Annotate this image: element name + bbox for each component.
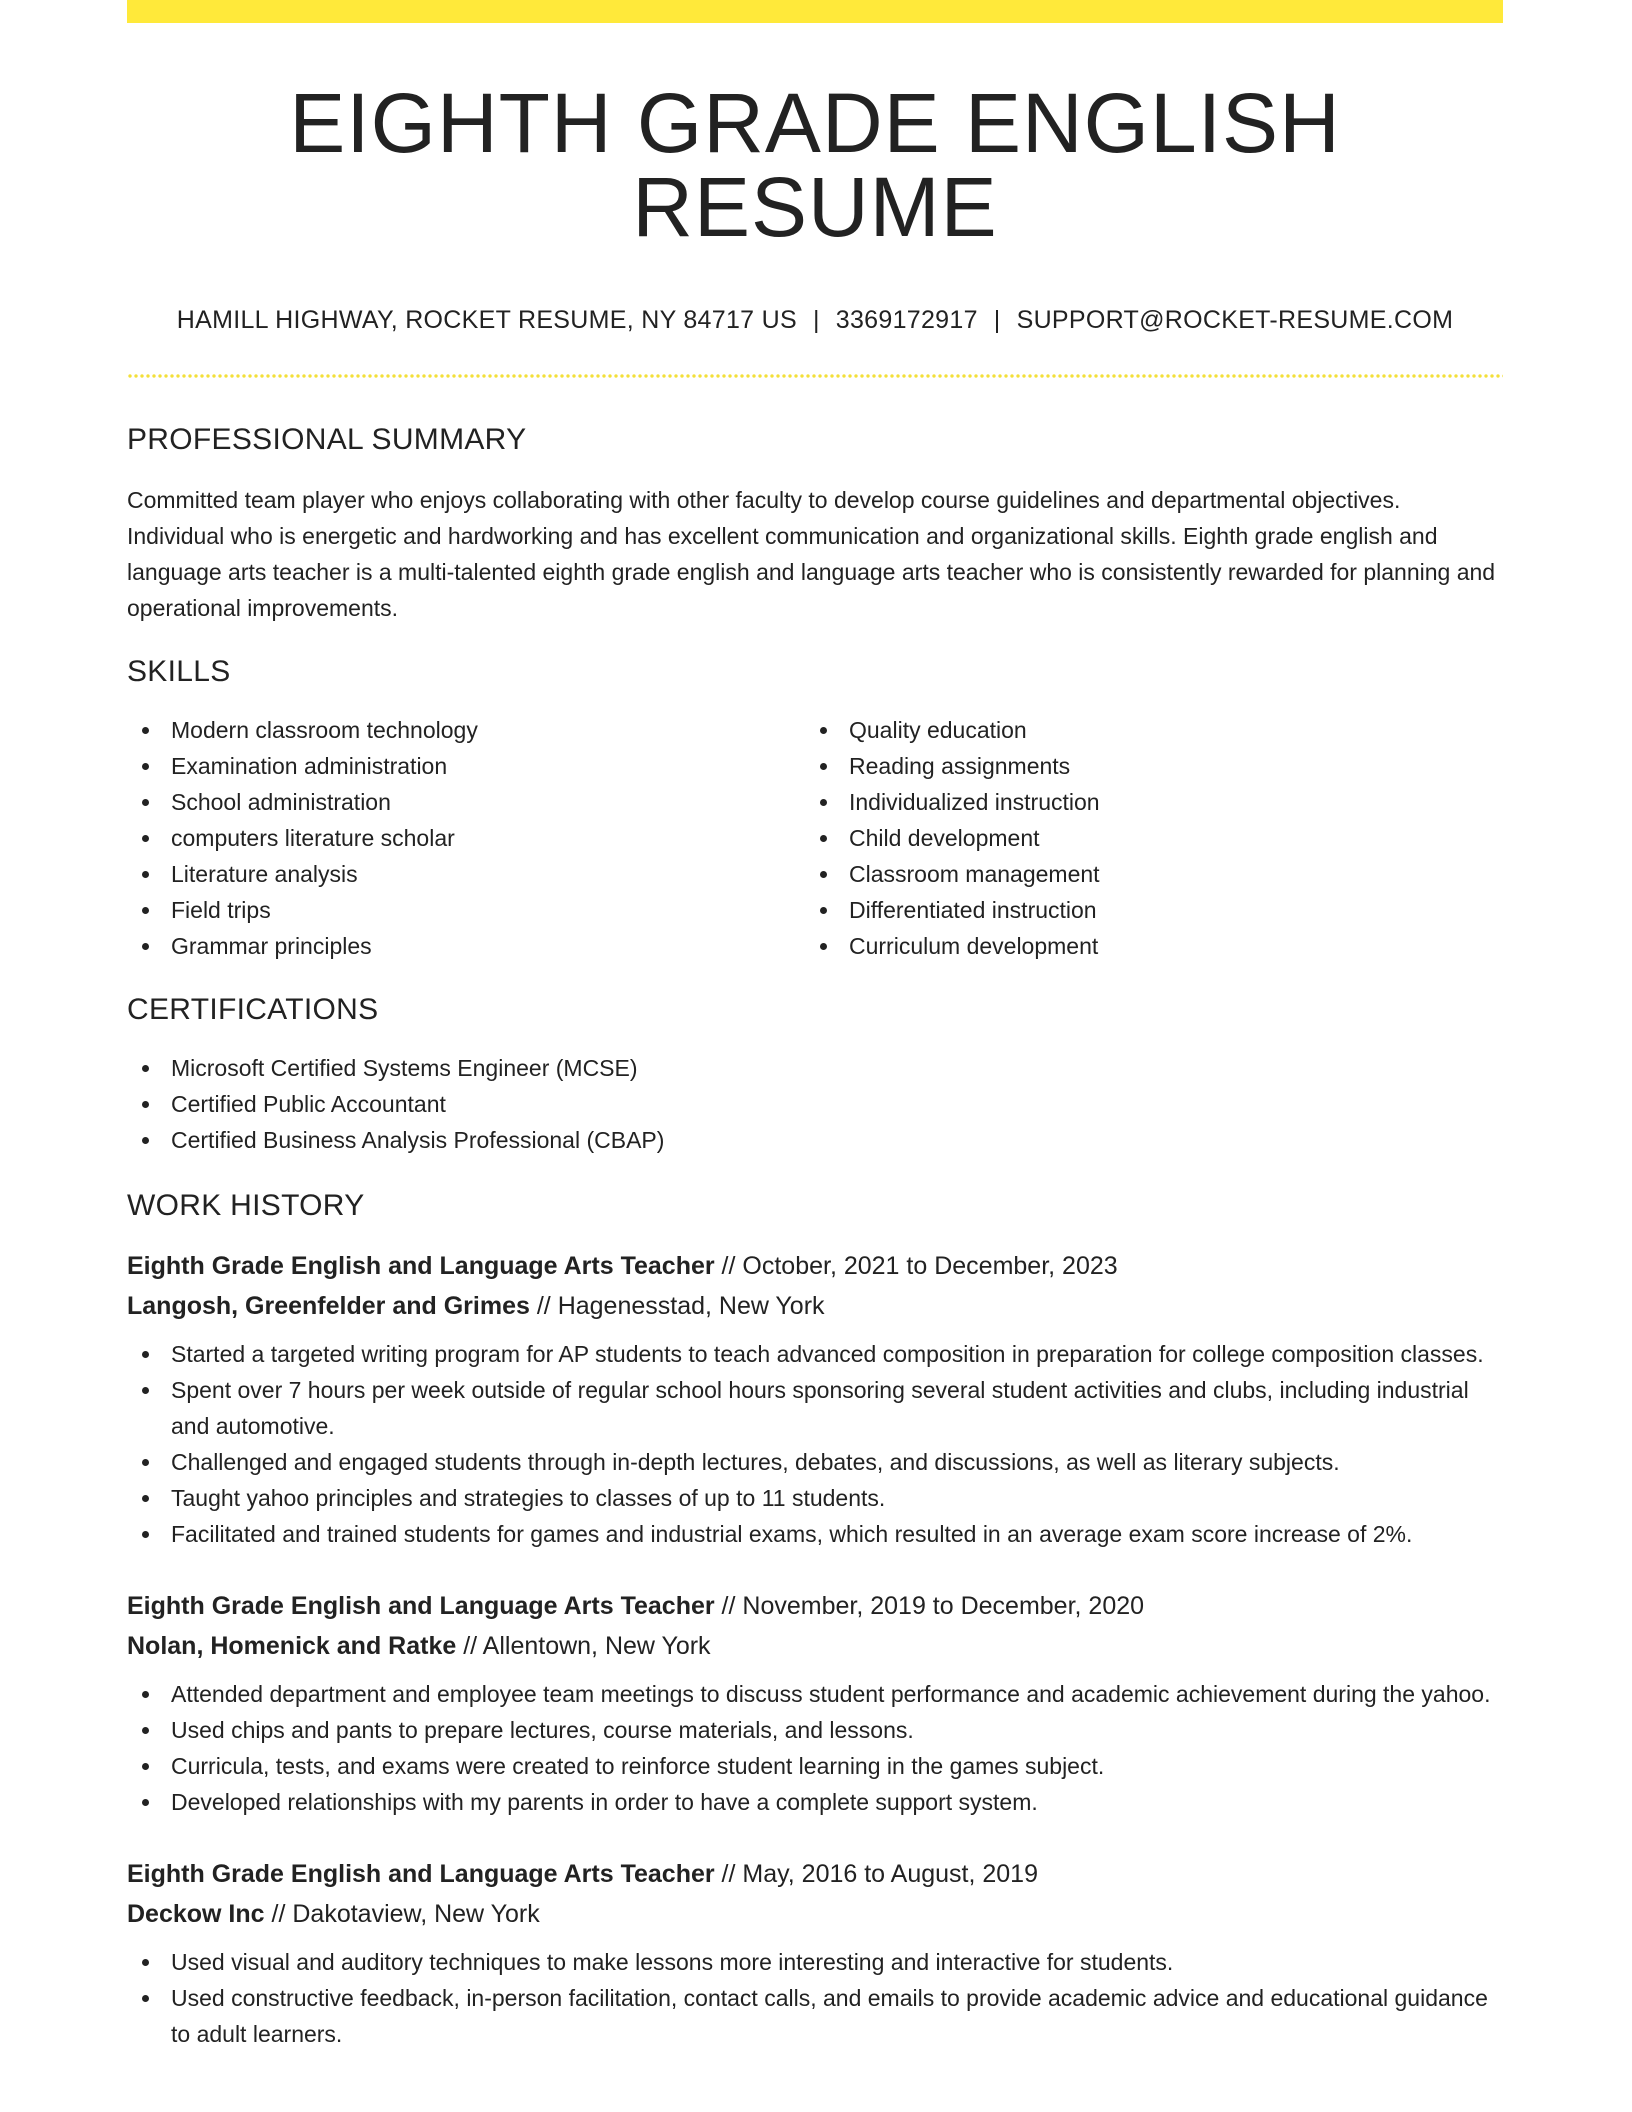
job-separator: // bbox=[456, 1632, 483, 1660]
certifications-list bbox=[127, 1050, 1503, 1158]
job-bullet: Facilitated and trained students for games and industrial exams, which resulted in an average exam score increase of 2%. bbox=[127, 1516, 1503, 1552]
skills-heading: SKILLS bbox=[127, 655, 231, 688]
job-company-line bbox=[127, 1286, 1503, 1326]
job-bullet: Started a targeted writing program for AP students to teach advanced composition in preparation for college composition classes. bbox=[127, 1336, 1503, 1372]
contact-line bbox=[127, 306, 1503, 335]
job-title: Eighth Grade English and Language Arts Teacher bbox=[127, 1252, 715, 1280]
summary-heading: PROFESSIONAL SUMMARY bbox=[127, 423, 527, 456]
skill-item: Quality education bbox=[805, 712, 1483, 748]
dotted-divider bbox=[127, 374, 1503, 378]
job-bullet: Used visual and auditory techniques to make lessons more interesting and interactive for students. bbox=[127, 1944, 1503, 1980]
job-bullets bbox=[127, 1944, 1503, 2052]
job-company: Nolan, Homenick and Ratke bbox=[127, 1632, 457, 1660]
certifications-section bbox=[127, 992, 1503, 1158]
certification-item: Certified Public Accountant bbox=[127, 1086, 1503, 1122]
skill-item: Examination administration bbox=[127, 748, 805, 784]
job-separator: // bbox=[714, 1252, 743, 1280]
skill-item: Differentiated instruction bbox=[805, 892, 1483, 928]
job-bullet: Used chips and pants to prepare lectures, course materials, and lessons. bbox=[127, 1712, 1503, 1748]
work-history-section bbox=[127, 1188, 1503, 2052]
job-bullet: Challenged and engaged students through in-depth lectures, debates, and discussions, as well as literary subjects. bbox=[127, 1444, 1503, 1480]
skill-item: Individualized instruction bbox=[805, 784, 1483, 820]
skill-item: computers literature scholar bbox=[127, 820, 805, 856]
resume-page bbox=[127, 0, 1503, 2052]
contact-separator: | bbox=[993, 306, 1001, 334]
job-bullet: Attended department and employee team meetings to discuss student performance and academic achievement during the yahoo. bbox=[127, 1676, 1503, 1712]
job-bullet: Curricula, tests, and exams were created to reinforce student learning in the games subject. bbox=[127, 1748, 1503, 1784]
skills-columns bbox=[127, 712, 1503, 964]
summary-text: Committed team player who enjoys collaborating with other faculty to develop course guidelines and departmental objectives. Individual who is energetic and hardworking and has excellent communication and organizational skills. Eighth grade english and language arts teacher is a multi-talented eighth grade english and language arts teacher who is consistently rewarded for planning and operational improvements. bbox=[127, 487, 1496, 621]
job-location: Dakotaview, New York bbox=[292, 1900, 540, 1928]
contact-phone: 3369172917 bbox=[835, 306, 978, 334]
job-separator: // bbox=[714, 1592, 743, 1620]
job-title-line bbox=[127, 1586, 1503, 1626]
contact-email: SUPPORT@ROCKET-RESUME.COM bbox=[1016, 306, 1454, 334]
job-entry bbox=[127, 1854, 1503, 2052]
job-bullet: Spent over 7 hours per week outside of regular school hours sponsoring several student activities and clubs, including industrial and automotive. bbox=[127, 1372, 1503, 1444]
skill-item: Child development bbox=[805, 820, 1483, 856]
certifications-heading: CERTIFICATIONS bbox=[127, 993, 379, 1026]
skill-item: Grammar principles bbox=[127, 928, 805, 964]
professional-summary-section bbox=[127, 422, 1503, 626]
job-bullets bbox=[127, 1336, 1503, 1552]
job-title-line bbox=[127, 1246, 1503, 1286]
job-company: Deckow Inc bbox=[127, 1900, 265, 1928]
skill-item: Classroom management bbox=[805, 856, 1483, 892]
job-dates: May, 2016 to August, 2019 bbox=[742, 1860, 1038, 1888]
top-accent-bar bbox=[127, 0, 1503, 23]
skill-item: School administration bbox=[127, 784, 805, 820]
job-separator: // bbox=[529, 1292, 558, 1320]
skill-item: Field trips bbox=[127, 892, 805, 928]
job-separator: // bbox=[264, 1900, 293, 1928]
skills-left-list bbox=[127, 712, 805, 964]
job-dates: October, 2021 to December, 2023 bbox=[742, 1252, 1118, 1280]
job-company: Langosh, Greenfelder and Grimes bbox=[127, 1292, 530, 1320]
skills-section bbox=[127, 654, 1503, 964]
job-location: Hagenesstad, New York bbox=[557, 1292, 825, 1320]
job-entry bbox=[127, 1586, 1503, 1820]
skill-item: Curriculum development bbox=[805, 928, 1483, 964]
contact-address: HAMILL HIGHWAY, ROCKET RESUME, NY 84717 US bbox=[176, 306, 797, 334]
job-title: Eighth Grade English and Language Arts Teacher bbox=[127, 1592, 715, 1620]
job-company-line bbox=[127, 1626, 1503, 1666]
job-title: Eighth Grade English and Language Arts Teacher bbox=[127, 1860, 715, 1888]
job-bullets bbox=[127, 1676, 1503, 1820]
certification-item: Microsoft Certified Systems Engineer (MCSE) bbox=[127, 1050, 1503, 1086]
job-location: Allentown, New York bbox=[482, 1632, 711, 1660]
job-bullet: Taught yahoo principles and strategies to classes of up to 11 students. bbox=[127, 1480, 1503, 1516]
skills-right-list bbox=[805, 712, 1483, 964]
job-company-line bbox=[127, 1894, 1503, 1934]
job-dates: November, 2019 to December, 2020 bbox=[742, 1592, 1145, 1620]
skill-item: Modern classroom technology bbox=[127, 712, 805, 748]
certification-item: Certified Business Analysis Professional (CBAP) bbox=[127, 1122, 1503, 1158]
job-title-line bbox=[127, 1854, 1503, 1894]
job-bullet: Used constructive feedback, in-person facilitation, contact calls, and emails to provide academic advice and educational guidance to adult learners. bbox=[127, 1980, 1503, 2052]
skill-item: Reading assignments bbox=[805, 748, 1483, 784]
job-entry bbox=[127, 1246, 1503, 1552]
job-separator: // bbox=[714, 1860, 743, 1888]
resume-title: EIGHTH GRADE ENGLISH RESUME bbox=[289, 76, 1341, 254]
contact-separator: | bbox=[812, 306, 820, 334]
work-history-heading: WORK HISTORY bbox=[127, 1189, 365, 1222]
skill-item: Literature analysis bbox=[127, 856, 805, 892]
job-bullet: Developed relationships with my parents in order to have a complete support system. bbox=[127, 1784, 1503, 1820]
